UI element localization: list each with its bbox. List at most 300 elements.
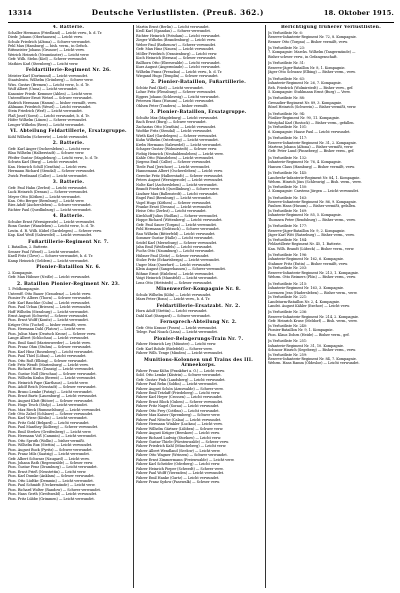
casualty-entry: Pion. Karl Dumke (Anklam) — Schwer verwundet. [8, 474, 95, 479]
list-section [268, 224, 394, 251]
casualty-entry: Wiss. Gustav (Bremen) — Leicht verw., b. d. Tr. [8, 82, 90, 87]
list-section [8, 282, 129, 501]
casualty-entry: Engel Paul (Bernburg) — Leicht verwundet. [136, 196, 212, 201]
casualty-entry: Reserve-Infanterie-Regiment Nr. 31, 2. Kompagnie. [268, 140, 357, 145]
casualty-entry: Kuhn Wilhelm (Osterburg) — Leicht verwundet. [136, 138, 219, 143]
casualty-entry: Gefr. Max Hübner (Neiße) — Leicht verwundet. [8, 275, 91, 280]
casualty-entry: Meister Karl (Dortmund) — Leicht verwundet. [8, 73, 89, 78]
list-section [268, 282, 394, 309]
casualty-entry: Pehl Max (Hamburg) — bish. verm., in Gefsch. [8, 43, 89, 48]
list-section [136, 25, 261, 78]
casualty-entry: Jn Verlustliste Nr. 117: [268, 136, 308, 141]
casualty-entry: Koch Heinrich (Bernau) — Schwer verwundet. [136, 56, 217, 61]
casualty-entry: 1. Feldkompagnie. [8, 287, 40, 292]
casualty-entry: Ries Adolf (Aschersleben) — Schwer verwundet. [8, 203, 92, 208]
casualty-entry: Schulz Friedrich (Altona) — Schwer verwundet. [8, 39, 91, 44]
casualty-entry: I. Bataillon, 2. Batterie. [8, 245, 49, 250]
casualty-entry: Fahrer Paul Wolff (Vierraden) — Leicht verwundet. [136, 471, 225, 476]
casualty-entry: Schultz Max (Magdeburg) — Leicht verwundet. [136, 115, 219, 120]
casualty-entry: Lindner Max (Ballenstedt) — Leicht verwundet. [136, 191, 219, 196]
casualty-entry: Jn Verlustliste Nr. 150: [268, 184, 308, 189]
casualty-entry: Kanonier Friedr. Kemmer (Ahlen) — Leicht verw. [8, 91, 93, 96]
casualty-entry: Gefr. Otto Krause (Posen) — Leicht verwundet. [136, 325, 218, 330]
section-heading: Munitions-Kolonnen und Trains des III. Armeekorps. [143, 357, 254, 369]
casualty-entry: Kan. Wilh. Brandt (Lübeck) — Bisher verm., verw. [268, 246, 355, 251]
casualty-entry: Wirth Karl (Gardelegen) — Schwer verwundet. [136, 133, 218, 138]
casualty-entry: Infanterie-Regiment Nr. 31, 10. Kompagnie. [268, 343, 344, 348]
casualty-entry: Westphal Karl (Rostock) — Bisher verm., gefallen. [268, 120, 355, 125]
casualty-entry: Meyer Otto (Köthen) — Leicht verwundet. [8, 194, 81, 199]
casualty-entry: Schwin Karl (Burg) — Leicht verwundet. [8, 160, 79, 165]
casualty-entry: Rau Wilhelm (Bitterfeld) — Leicht verwundet. [136, 231, 216, 236]
casualty-entry: Pionier-Bataillon Nr. 9, 1. Kompagnie. [268, 328, 334, 333]
casualty-entry: Ballhorn Otto (Eberswalde) — Leicht verwundet. [136, 60, 221, 65]
list-section [8, 68, 129, 127]
list-section [8, 141, 129, 178]
casualty-entry: Paulsen Hans (Husum) — Bisher vermißt, gefallen. [268, 204, 357, 209]
casualty-entry: Lange Albert (Schlochau) — Leicht verwundet. [8, 336, 90, 341]
list-section [136, 320, 261, 335]
casualty-entry: Stein Friedrich (Werl) — Leicht verwundet. [8, 109, 83, 114]
casualty-entry: Unteroff. Otto Bauer (Graudenz) — Leicht verw. [8, 291, 91, 296]
casualty-entry: Pion. Klaus Dohrn (Heide) — Bisher verm., gef. [268, 332, 350, 337]
casualty-entry: Reh. Friedrich (Wolmirstedt) — Bisher verw., gef. [268, 85, 354, 90]
list-section [8, 240, 129, 263]
list-section [268, 156, 394, 169]
casualty-entry: Lenger Wilhelm (Rees) — Leicht verwundet. [8, 122, 85, 127]
list-section [136, 358, 261, 485]
casualty-entry: Pion. Franz Milz (Saatzig) — Leicht verwundet. [8, 452, 90, 457]
casualty-entry: Pion. Ernst Prieß (Neustettin) — Leicht verw. [8, 469, 87, 474]
casualty-entry: Krüger Otto (Tuchel) — bisher vermißt, verw. [8, 322, 87, 327]
casualty-entry: Blau Wilhelm (Halberstadt) — Schwer verw. [8, 151, 85, 156]
casualty-entry: Pion. Heinrich Pape (Karthaus) — Leicht verw. [8, 380, 89, 385]
casualty-entry: Telegr. Paul Noack (Lissa) — Leicht verwundet. [136, 330, 218, 335]
casualty-entry: Weber Paul (Rathenow) — Schwer verwundet. [136, 42, 217, 47]
casualty-entry: Infanterie-Regiment Nr. 163, 3. Kompagnie. [268, 286, 344, 291]
casualty-entry: Klein August (Sangerhausen) — Schwer verwundet. [136, 267, 226, 272]
list-section [268, 136, 394, 154]
casualty-entry: Jn Verlustliste Nr. 145: [268, 171, 308, 176]
casualty-entry: Radrich Hermann (Hamm) — bisher vermißt, verw. [8, 100, 97, 105]
casualty-entry: Feldartillerie-Regiment Nr. 45, 1. Batterie. [268, 242, 342, 247]
casualty-entry: Reserve-Infanterie-Regiment Nr. 84, 7. Kompagnie. [268, 356, 357, 361]
casualty-entry: Krebs Hermann (Salzwedel) — Leicht verwundet. [136, 142, 222, 147]
casualty-entry: Wilhelm Franz (Prenzlau) — Leicht verw., b. d. Tr. [136, 69, 223, 74]
list-section [268, 196, 394, 223]
casualty-entry: Fahrer August Schön (Arnswalde) — Schwer verw. [136, 386, 224, 391]
casualty-entry: Pion. Hans Gerth (Greifswald) — Leicht verwundet. [8, 492, 98, 497]
casualty-entry: Fahrer Ernst Block (Guben) — Schwer verwundet. [136, 399, 224, 404]
casualty-entry: Zieger Wilhelm (Brandenburg) — Leicht verw. [136, 38, 216, 43]
casualty-entry: Pion. August Klatt (Bütow) — Schwer verwundet. [8, 398, 94, 403]
casualty-entry: Lenz Otto (Hettstedt) — Schwer verwundet. [136, 280, 213, 285]
casualty-entry: Pion. Emil Strelow (Greifenberg) — Leicht verw. [8, 429, 92, 434]
casualty-entry: Martens Johann (Altona) — Bisher vermißt, verw. [268, 145, 354, 150]
casualty-entry: Kan. Heinrich Schill (Genthin) — Leicht verw. [8, 164, 87, 169]
casualty-entry: Fahrer Paul Nitsche (Calau) — Leicht verwundet. [136, 417, 222, 422]
casualty-entry: Jn Verlustliste Nr. 163: [268, 195, 308, 200]
list-section [268, 310, 394, 337]
casualty-entry: Martin Ernst (Berlin) — Leicht verwundet. [136, 25, 210, 29]
casualty-entry: Fahrer Max Kaiser (Spremberg) — Schwer verw. [136, 413, 221, 418]
list-section [8, 180, 129, 212]
casualty-entry: Reserve-Jäger-Bataillon Nr. 8, 1. Kompagnie. [268, 65, 346, 70]
casualty-entry: Pion. Wilhelm Rux (Stettin) — Leicht verwundet. [8, 443, 93, 448]
column-3 [268, 25, 394, 588]
casualty-entry: Mathies Karl (Sternberg) — Leicht verw. [8, 61, 79, 66]
casualty-entry: Kohl Wilhelm (Schwerte) — Leicht verwundet. [8, 134, 89, 139]
column-2 [136, 25, 261, 588]
casualty-entry: Pion. Karl Hinz (Rosenberg) — Leicht verwundet. [8, 349, 94, 354]
casualty-entry: Fahrer August Krüger (Beeskow) — Leicht verw. [136, 431, 220, 436]
list-section [8, 129, 129, 139]
casualty-entry: Fahrer Emil Hanke (Gartz) — Leicht verwundet. [136, 475, 220, 480]
casualty-entry: Fahrer Richard Ludwig (Storkow) — Leicht verw. [136, 435, 222, 440]
casualty-entry: Seidel Karl (Merseburg) — Schwer verwundet. [136, 240, 218, 245]
casualty-entry: Pion. Gustav Fenz (Dramburg) — Leicht verwundet. [8, 465, 98, 470]
casualty-entry: Pion. Paul Thiel (Löbau) — Leicht verwundet. [8, 354, 87, 359]
section-heading: Feldartillerie-Regiment Nr. 26. [25, 68, 112, 74]
casualty-entry: Pion. Richard Wolter (Randow) — Schwer verwundet. [8, 487, 101, 492]
list-section [8, 214, 129, 237]
casualty-entry: Jn Verlustliste Nr. 88: [268, 96, 305, 101]
issue-date: 18. Oktober 1915. [323, 9, 394, 17]
section-heading: 3. Pionier-Bataillon, Ersatzgruppe. [150, 110, 247, 116]
section-heading: Berichtigung früherer Verlustlisten. [280, 25, 382, 30]
section-heading: Pionier-Belagerungs-Train Nr. 7. [153, 336, 244, 342]
casualty-entry: Wulf Albert (Unna) — Leicht verwundet. [8, 87, 78, 92]
section-heading: Fußartillerie-Regiment Nr. 7. [28, 239, 109, 245]
page-header [8, 8, 394, 21]
casualty-entry: 2. Kompagnie. [8, 270, 33, 275]
casualty-entry: Kan. Otto Berger (Bernburg) — Leicht verw. [8, 199, 85, 204]
casualty-entry: Wehrm. Hinrich Jöns (Schleswig) — Bish. verm., verw. [268, 180, 362, 185]
casualty-entry: Pion. Paul Schmidt (Ueckermünde) — Leicht verw. [8, 483, 96, 488]
casualty-entry: Kahle Otto (Wanzleben) — Leicht verwundet. [136, 155, 215, 160]
casualty-entry: Fahrer Otto Frey (Cottbus) — Leicht verwundet. [136, 408, 220, 413]
casualty-entry: Jn Verlustliste Nr. 240: [268, 323, 308, 328]
casualty-entry: Gefr. Wilh. Stehn (Kiel) — Schwer verwundet. [8, 57, 88, 62]
list-section [268, 339, 394, 366]
casualty-entry: Luck Heinrich (Dessau) — Schwer verwundet. [8, 190, 89, 195]
casualty-entry: Jn Verlustliste Nr. 236: [268, 310, 308, 315]
casualty-entry: Hübner Paul (Zeitz) — Schwer verwundet. [136, 253, 210, 258]
section-heading: Minenwerfer-Kompagnie Nr. 8. [156, 287, 241, 293]
casualty-entry: Infanterie-Regiment Nr. 76, 4. Kompagnie. [268, 160, 342, 165]
list-section [268, 46, 394, 59]
casualty-entry: Kirchhoff Julius (Roßlau) — Schwer verwundet. [136, 213, 219, 218]
casualty-entry: Pion. Paul Urban (Briesen) — Leicht verwundet. [8, 305, 92, 310]
casualty-entry: Fiebig Heinrich (Neuhaldensleben) — Leicht verw. [136, 151, 224, 156]
casualty-entry: Pion. Bruno Lemke (Putzig) — Leicht verwundet. [8, 389, 93, 394]
casualty-entry: Jahn Emil (Weißenfels) — Leicht verwundet. [136, 245, 213, 250]
casualty-entry: Voigt Heinrich (Mansfeld) — Leicht verwundet. [136, 276, 218, 281]
casualty-entry: Kamp Heinrich (Geldern) — Leicht verwundet. [8, 258, 89, 263]
casualty-entry: Vogel Hugo (Köthen) — Schwer verwundet. [136, 200, 212, 205]
casualty-entry: Unteroffizier Ernst Wetzel — Schwer verwundet. [8, 96, 93, 101]
casualty-entry: Rittmeister Johann (Grunow) — Leicht verw. [8, 48, 85, 53]
casualty-entry: Weirich Heinrich (Neumünster) — Leicht verw. [8, 52, 90, 57]
casualty-entry: Nolte Karl (Aschersleben) — Leicht verwundet. [136, 182, 218, 187]
list-section [136, 337, 261, 356]
casualty-entry: Peters August (Wernigerode) — Leicht verwundet. [136, 178, 224, 183]
casualty-entry: Pion. Max Rieck (Rummelsburg) — Leicht verwundet. [8, 407, 102, 412]
casualty-entry: Petersen Hans (Husum) — Leicht verwundet. [136, 99, 215, 104]
casualty-entry: Gefr. Karl Rohde (Bielefeld) — Schwer verw. [136, 346, 213, 351]
casualty-entry: Hoff Wilhelm (Strasburg) — Leicht verwundet. [8, 309, 89, 314]
header-rule [8, 22, 394, 23]
casualty-entry: Pion. Karl Wiese (Köslin) — Leicht verwundet. [8, 416, 88, 421]
section-heading: 4. Batterie. [52, 25, 85, 30]
casualty-entry: Bösel Heinrich (Schwerin) — Bisher vermißt, verw. [268, 105, 357, 110]
casualty-entry: Kap. Karl Weiß (Salzwedel) — Leicht verwundet. [8, 233, 93, 238]
casualty-entry: Landsturm-Bataillon Nr. 2, 4. Kompagnie. [268, 299, 341, 304]
casualty-entry: Pion. Paul Manthey (Kolberg) — Schwer verwundet. [8, 425, 99, 430]
casualty-entry: Diedr. Johann (Oberhausen) — Leicht verw. [8, 35, 83, 40]
casualty-entry: Jn Verlustliste Nr. 221: [268, 295, 308, 300]
casualty-entry: Infanterie-Regiment Nr. 162, 6. Kompagnie. [268, 257, 344, 262]
section-heading: Pionier-Bataillon Nr. 6. [36, 265, 101, 271]
casualty-entry: Horn Adolf (Stettin) — Leicht verwundet. [136, 309, 208, 314]
casualty-entry: Fahrer Wilh. Tenge (Minden) — Leicht verwundet. [136, 351, 224, 356]
casualty-entry: Jürgens Emil (Calbe) — Schwer verwundet. [136, 160, 212, 165]
casualty-entry: Wodtke Fritz (Stendal) — Leicht verwundet. [136, 129, 213, 134]
casualty-entry: Pohl Hermann (Delitzsch) — Schwer verwundet. [136, 227, 220, 232]
section-heading: VI. Abteilung Feldartillerie, Ersatzgruppe. [10, 129, 127, 135]
casualty-entry: Leutn. d. R. Wilh. Kübel (Gardelegen) — Schwer verw. [8, 228, 102, 233]
casualty-entry: Landst. August Kähler (Itzehoe) — Leicht verw. [268, 303, 350, 308]
casualty-entry: Gefr. Gustav Fink (Landsberg) — Leicht verwundet. [136, 377, 226, 382]
casualty-entry: Schnoor Hinrich (Segeberg) — Bisher verm., verw. [268, 348, 356, 353]
casualty-entry: Fahrer Wilhelm Gärtner (Lübben) — Schwer verw. [136, 426, 224, 431]
casualty-entry: Pion. Franz Ohm (Stuhm) — Schwer verwundet. [8, 345, 92, 350]
casualty-entry: Jn Verlustliste Nr. 184: [268, 237, 308, 242]
casualty-entry: Reserve-Infanterie-Regiment Nr. 86, 9. Kompagnie. [268, 200, 357, 204]
list-section [8, 265, 129, 280]
casualty-entry: Fahrer Otto Wagner (Wriezen) — Schwer verwundet. [136, 453, 228, 458]
casualty-entry: Fahrer Heinrich Ley (Münster) — Leicht verw. [136, 342, 217, 347]
casualty-entry: Gefr. Paul Hahn (Zerbst) — Leicht verwundet. [8, 185, 88, 190]
casualty-entry: Stahmer Fritz (Eutin) — Bisher vermißt, verw. [268, 261, 348, 266]
casualty-entry: 5. Kompagnie: Stuhlmann Ernst (Burg) — Verw. [268, 90, 351, 95]
casualty-entry: Pionier Fr. Albers (Thorn) — Schwer verwundet. [8, 296, 92, 301]
casualty-entry: Pion. Gustav Noll (Dirschau) — Schwer verwundet. [8, 371, 97, 376]
casualty-entry: Ohlsen Peter (Tondern) — bisher vermißt. [136, 103, 209, 108]
casualty-entry: Knell Fritz (Cleve) — Schwer verwundet, b. d. Tr. [8, 254, 94, 259]
casualty-entry: Jn Verlustliste Nr. 177: [268, 224, 308, 229]
list-section [8, 25, 129, 66]
casualty-entry: Gefr. Fritz Wendt (Marienburg) — Leicht verw. [8, 362, 89, 367]
section-heading: Fernsprech-Abteilung Nr. 2. [160, 320, 237, 326]
section-heading: 3. Batterie. [52, 180, 85, 186]
casualty-entry: Reserve-Infanterie-Regiment Nr. 213, 1. Kompagnie. [268, 270, 360, 275]
casualty-entry: Pion. Otto Spruth (Wollin) — bisher vermißt. [8, 438, 85, 443]
casualty-entry: Fahrer Ernst Zimmermann (Freienwalde) — Leicht verw. [136, 457, 235, 462]
section-heading: 2. Pionier-Bataillon, Fußartillerie. [150, 80, 247, 86]
casualty-entry: Infanterie-Regiment Nr. 85, 5. Kompagnie. [268, 213, 342, 218]
casualty-entry: Jn Verlustliste Nr. 51: [268, 61, 305, 66]
list-section [268, 96, 394, 109]
casualty-entry: Plaß Josef (Soest) — Leicht verwundet, b. d. Tr. [8, 113, 90, 118]
casualty-entry: Infanterie-Regiment Nr. 26, 7. Kompagnie. [268, 81, 342, 86]
casualty-entry: Gefr. Otto Zabel (Schlawe) — Schwer verwundet. [8, 411, 94, 416]
column-divider [265, 25, 266, 588]
casualty-entry: Bach Ernst (Burg) — Schwer verwundet. [136, 120, 207, 125]
casualty-entry: Fahrer Albert Wendland (Seelow) — Leicht verw. [136, 448, 221, 453]
casualty-entry: Brandt Friedrich (Quedlinburg) — Schwer verw. [136, 187, 220, 192]
casualty-entry: Ernst August (Schwetz) — Schwer verwundet. [8, 314, 89, 318]
casualty-entry: Pion. Otto Roß (Elbing) — Schwer verwundet. [8, 358, 88, 363]
casualty-entry: Fahrer Fritz Nagel (Sorau) — Leicht verwundet. [136, 404, 220, 409]
casualty-entry: Pion. Hermann Dahl (Flatow) — Leicht verw. [8, 327, 86, 332]
casualty-entry: Dahl Karl (Stargard) — Schwer verwundet. [136, 313, 211, 318]
casualty-entry: Pion. Julius Marx (Deutsch Krone) — Schwer verw. [8, 331, 96, 336]
section-heading: Feldartillerie-Ersatzabt. Nr. 2. [156, 303, 241, 309]
page-number: 13314 [8, 9, 32, 17]
list-section [268, 171, 394, 193]
casualty-entry: Gefr. Max Hinz (Nauen) — Leicht verwundet. [136, 47, 215, 52]
column-divider [133, 25, 134, 588]
casualty-entry: 7. Kompagnie: Marcks. Wilhelm (Tangermünde) — [268, 50, 356, 55]
casualty-entry: Hoppe Richard (Wittenberg) — Leicht verwundet. [136, 218, 223, 223]
casualty-entry: Höfer Wilhelm (Lünen) — Schwer verwundet. [8, 118, 88, 123]
casualty-entry: Pion. Ernst Bartz (Lauenburg) — Leicht verwundet. [8, 394, 98, 399]
casualty-entry: Lorenzen Jens (Hadersleben) — Bisher verm., verw. [268, 290, 358, 295]
casualty-entry: Pion. Otto Lüdtke (Demmin) — Leicht verwundet. [8, 478, 94, 483]
casualty-entry: Zwick Ferdinand (Calbe) — Leicht verwundet. [8, 173, 88, 178]
casualty-entry: Schulz Wilhelm (Köln) — Leicht verwundet. [136, 292, 212, 297]
list-section [268, 61, 394, 74]
list-section [136, 80, 261, 108]
casualty-entry: Hannemann Albert (Oschersleben) — Leicht verw. [136, 169, 223, 174]
casualty-entry: Thomsen Peter (Rendsburg) — Bisher verm., verw. [268, 217, 356, 222]
casualty-entry: Wehrm. Otto Reimers (Plön) — Bisher verm., verw. [268, 275, 356, 280]
casualty-entry: Schaller Hermann (Friedland) — Leicht verw., b. d. Tr. [8, 30, 103, 35]
casualty-entry: Staatsleutn. Wilhelm (Grünberg) — Schwer verw. [8, 78, 94, 83]
casualty-entry: Fahrer Paul Rehn (Soldin) — Leicht verwundet. [136, 382, 218, 387]
casualty-entry: Jn Verlustliste Nr. 6: [268, 30, 303, 35]
casualty-entry: Schaper Gustav (Wolmirstedt) — Schwer verw. [136, 147, 218, 152]
casualty-entry: Grenadier-Regiment Nr. 89, 3. Kompagnie. [268, 100, 343, 105]
section-heading: 4. Batterie. [52, 214, 85, 220]
casualty-entry: Pion. Fritz Gohl (Belgard) — Leicht verwundet. [8, 420, 90, 425]
column-1 [8, 25, 129, 588]
casualty-entry: Gefr. Paul Sauer (Torgau) — Leicht verwundet. [136, 222, 217, 227]
casualty-entry: Marx Peter (Bonn) — Leicht verw., b. d. Tr. [136, 297, 211, 302]
casualty-entry: Fahrer Heinrich Pieper (Schwedt) — Schwer verw. [136, 466, 224, 471]
casualty-entry: Pion. Richard Horn (Danzig) — Leicht verwundet. [8, 367, 95, 372]
casualty-entry: Richter Paul (Quedlinburg) — Leicht verwundet. [8, 207, 92, 212]
casualty-entry: Zacharias Otto (Genthin) — Leicht verwundet. [136, 124, 217, 129]
casualty-entry: Pion. August Buck (Pyritz) — Schwer verwundet. [8, 447, 93, 452]
casualty-entry: Jn Verlustliste Nr. 203: [268, 266, 308, 271]
casualty-entry: Jn Verlustliste Nr. 259: [268, 352, 308, 357]
casualty-entry: Lohse Fritz (Flensburg) — Schwer verwundet. [136, 90, 217, 95]
casualty-entry: Fahrer Karl Heyer (Crossen) — Leicht verwundet. [136, 395, 223, 400]
list-section [268, 77, 394, 95]
casualty-entry: Stolze Fritz (Eckartsberga) — Leicht verwundet. [136, 258, 220, 263]
casualty-entry: Renner Otto (Torgau) — Bisher vermißt, verw. [268, 39, 348, 44]
casualty-entry: Eggers Johann (Schleswig) — Leicht verwundet. [136, 94, 220, 99]
casualty-entry: Sommer Gustav (Halle) — Leicht verwundet. [136, 236, 214, 241]
casualty-entry: Senner Paul (Wesel) — Leicht verwundet. [8, 249, 80, 254]
casualty-entry: Fahrer Franz Kühn (Frankfurt a. O.) — Leicht verw. [136, 368, 225, 373]
casualty-entry: Jn Verlustliste Nr. 132: [268, 155, 308, 160]
casualty-entry: Bisher schwer verw., in Gefangenschaft. [268, 54, 338, 59]
casualty-entry: Tiede Paul (Jerichow) — Leicht verwundet. [136, 164, 211, 169]
casualty-entry: Schütz Paul (Kiel) — Leicht verwundet. [136, 86, 204, 91]
casualty-entry: Böhme Ernst (Eisleben) — Leicht verwundet. [136, 271, 215, 276]
casualty-entry: Unger Max (Querfurt) — Leicht verwundet. [136, 262, 212, 267]
casualty-entry: Reserve-Infanterie-Regiment Nr. 72, 8. Kompagnie. [268, 35, 357, 40]
section-heading: 2. Bataillon Pionier-Regiment Nr. 23. [17, 281, 120, 287]
casualty-entry: Fuchs Otto (Naumburg) — Leicht verwundet. [136, 249, 215, 254]
casualty-entry: Jn Verlustliste Nr. 23: [268, 45, 305, 50]
casualty-entry: Jn Verlustliste Nr. 169: [268, 208, 308, 213]
casualty-entry: Pion. Hugo Tesch (Stolp) — Leicht verwundet. [8, 403, 88, 408]
casualty-entry: Wiegand Hugo (Templin) — Schwer verwundet. [136, 73, 219, 78]
casualty-entry: Füsilier-Regiment Nr. 90, 11. Kompagnie. [268, 116, 340, 121]
casualty-entry: Pion. Johann Rath (Regenwalde) — Schwer verw. [8, 460, 93, 465]
casualty-entry: Fahrer Emil Tetzlaff (Friedeberg) — Leicht verw. [136, 391, 221, 396]
casualty-entry: Bonn Gustav (Wanzleben) — Leicht verw., b. d. Tr. [8, 224, 95, 229]
casualty-entry: Gefr. Albert Schwarz (Naugard) — Leicht verw. [8, 456, 90, 461]
section-heading: 2. Batterie. [52, 141, 85, 147]
casualty-entry: Pfeifer Gustav (Magdeburg) — Leicht verw., b. d. Tr. [8, 155, 99, 160]
casualty-entry: Jn Verlustliste Nr. 101: [268, 125, 308, 130]
casualty-entry: Gefr. Karl Anger (Oschersleben) — Leicht verw. [8, 146, 91, 151]
casualty-entry: Hansen Claus (Hamburg) — Bisher vermißt, verw. [268, 164, 355, 169]
casualty-entry: Pion. Fritz Lübbe (Grimmen) — Leicht verwundet. [8, 496, 95, 501]
casualty-entry: Pion. Wilhelm Krahn (Berent) — Leicht verwundet. [8, 376, 97, 381]
casualty-entry: Pion. Hermann Voß (Cammin) — Leicht verwundet. [8, 434, 97, 439]
casualty-entry: Richter Heinrich (Potsdam) — Leicht verwundet. [136, 33, 221, 38]
casualty-entry: 6. Kompagnie: Haase Paul — Leicht verwundet. [268, 129, 351, 134]
casualty-entry: Jäger Otto Schwarz (Elbing) — Bisher verm., verw. [268, 70, 356, 75]
list-section [268, 253, 394, 280]
list-section [136, 287, 261, 302]
casualty-entry: Jn Verlustliste Nr. 251: [268, 339, 308, 344]
list-section [136, 304, 261, 319]
casualty-entry: Gefr. Karl Raschke (Culm) — Leicht verwundet. [8, 300, 91, 305]
casualty-entry: Fahrer Franz Sydow (Pasewalk) — Schwer verw. [136, 480, 220, 485]
casualty-entry: Schulze Ernst (Wernigerode) — Leicht verwundet. [8, 219, 96, 224]
casualty-entry: Hermann Richard (Stendal) — Schwer verwundet. [8, 169, 96, 174]
list-section [268, 112, 394, 134]
list-section [268, 25, 394, 44]
publication-title: Deutsche Verlustlisten. (Preuß. 362.) [91, 8, 265, 17]
casualty-entry: Heise Otto (Zerbst) — Leicht verwundet. [136, 209, 207, 214]
casualty-entry: Sold. Otto Lemke (Küstrin) — Schwer verwundet. [136, 373, 222, 378]
casualty-entry: Pion. Ernst Wolff (Konitz) — Leicht verwundet. [8, 318, 89, 323]
casualty-entry: Kurz August (Angermünde) — Leicht verwundet. [136, 65, 221, 70]
casualty-entry: Fahrer Friedrich Kahl (Müncheberg) — Leicht verw. [136, 444, 227, 449]
casualty-entry: Kroll Karl (Spandau) — Schwer verwundet. [136, 29, 211, 34]
casualty-entry: Franke Ernst (Dessau) — Leicht verwundet. [136, 204, 213, 209]
casualty-entry: Gefr. Heinrich Kruse (Meldorf) — Bish. verm., verw. [268, 319, 358, 324]
casualty-entry: Wehrm. Hans Ramm (Oldesloe) — Leicht verwundet. [268, 361, 360, 366]
casualty-entry: Pion. Emil Sand (Marienwerder) — Leicht verw. [8, 340, 91, 345]
list-section [136, 110, 261, 285]
casualty-entry: Reserve-Infanterie-Regiment Nr. 214, 2. Kompagnie. [268, 314, 360, 319]
casualty-entry: Möller Friedrich (Oranienburg) — Leicht verw. [136, 51, 218, 56]
casualty-entry: Fahrer Hermann Winkler (Luckau) — Leicht verw. [136, 422, 223, 427]
casualty-entry: Jäger Karl Witt (Ratzeburg) — Bisher verm., verw. [268, 233, 355, 238]
casualty-entry: Jn Verlustliste Nr. 94: [268, 111, 305, 116]
casualty-entry: Gefr. Peter Lund (Pinneberg) — Bisher verm., gef. [268, 149, 355, 154]
newspaper-page [8, 8, 394, 590]
